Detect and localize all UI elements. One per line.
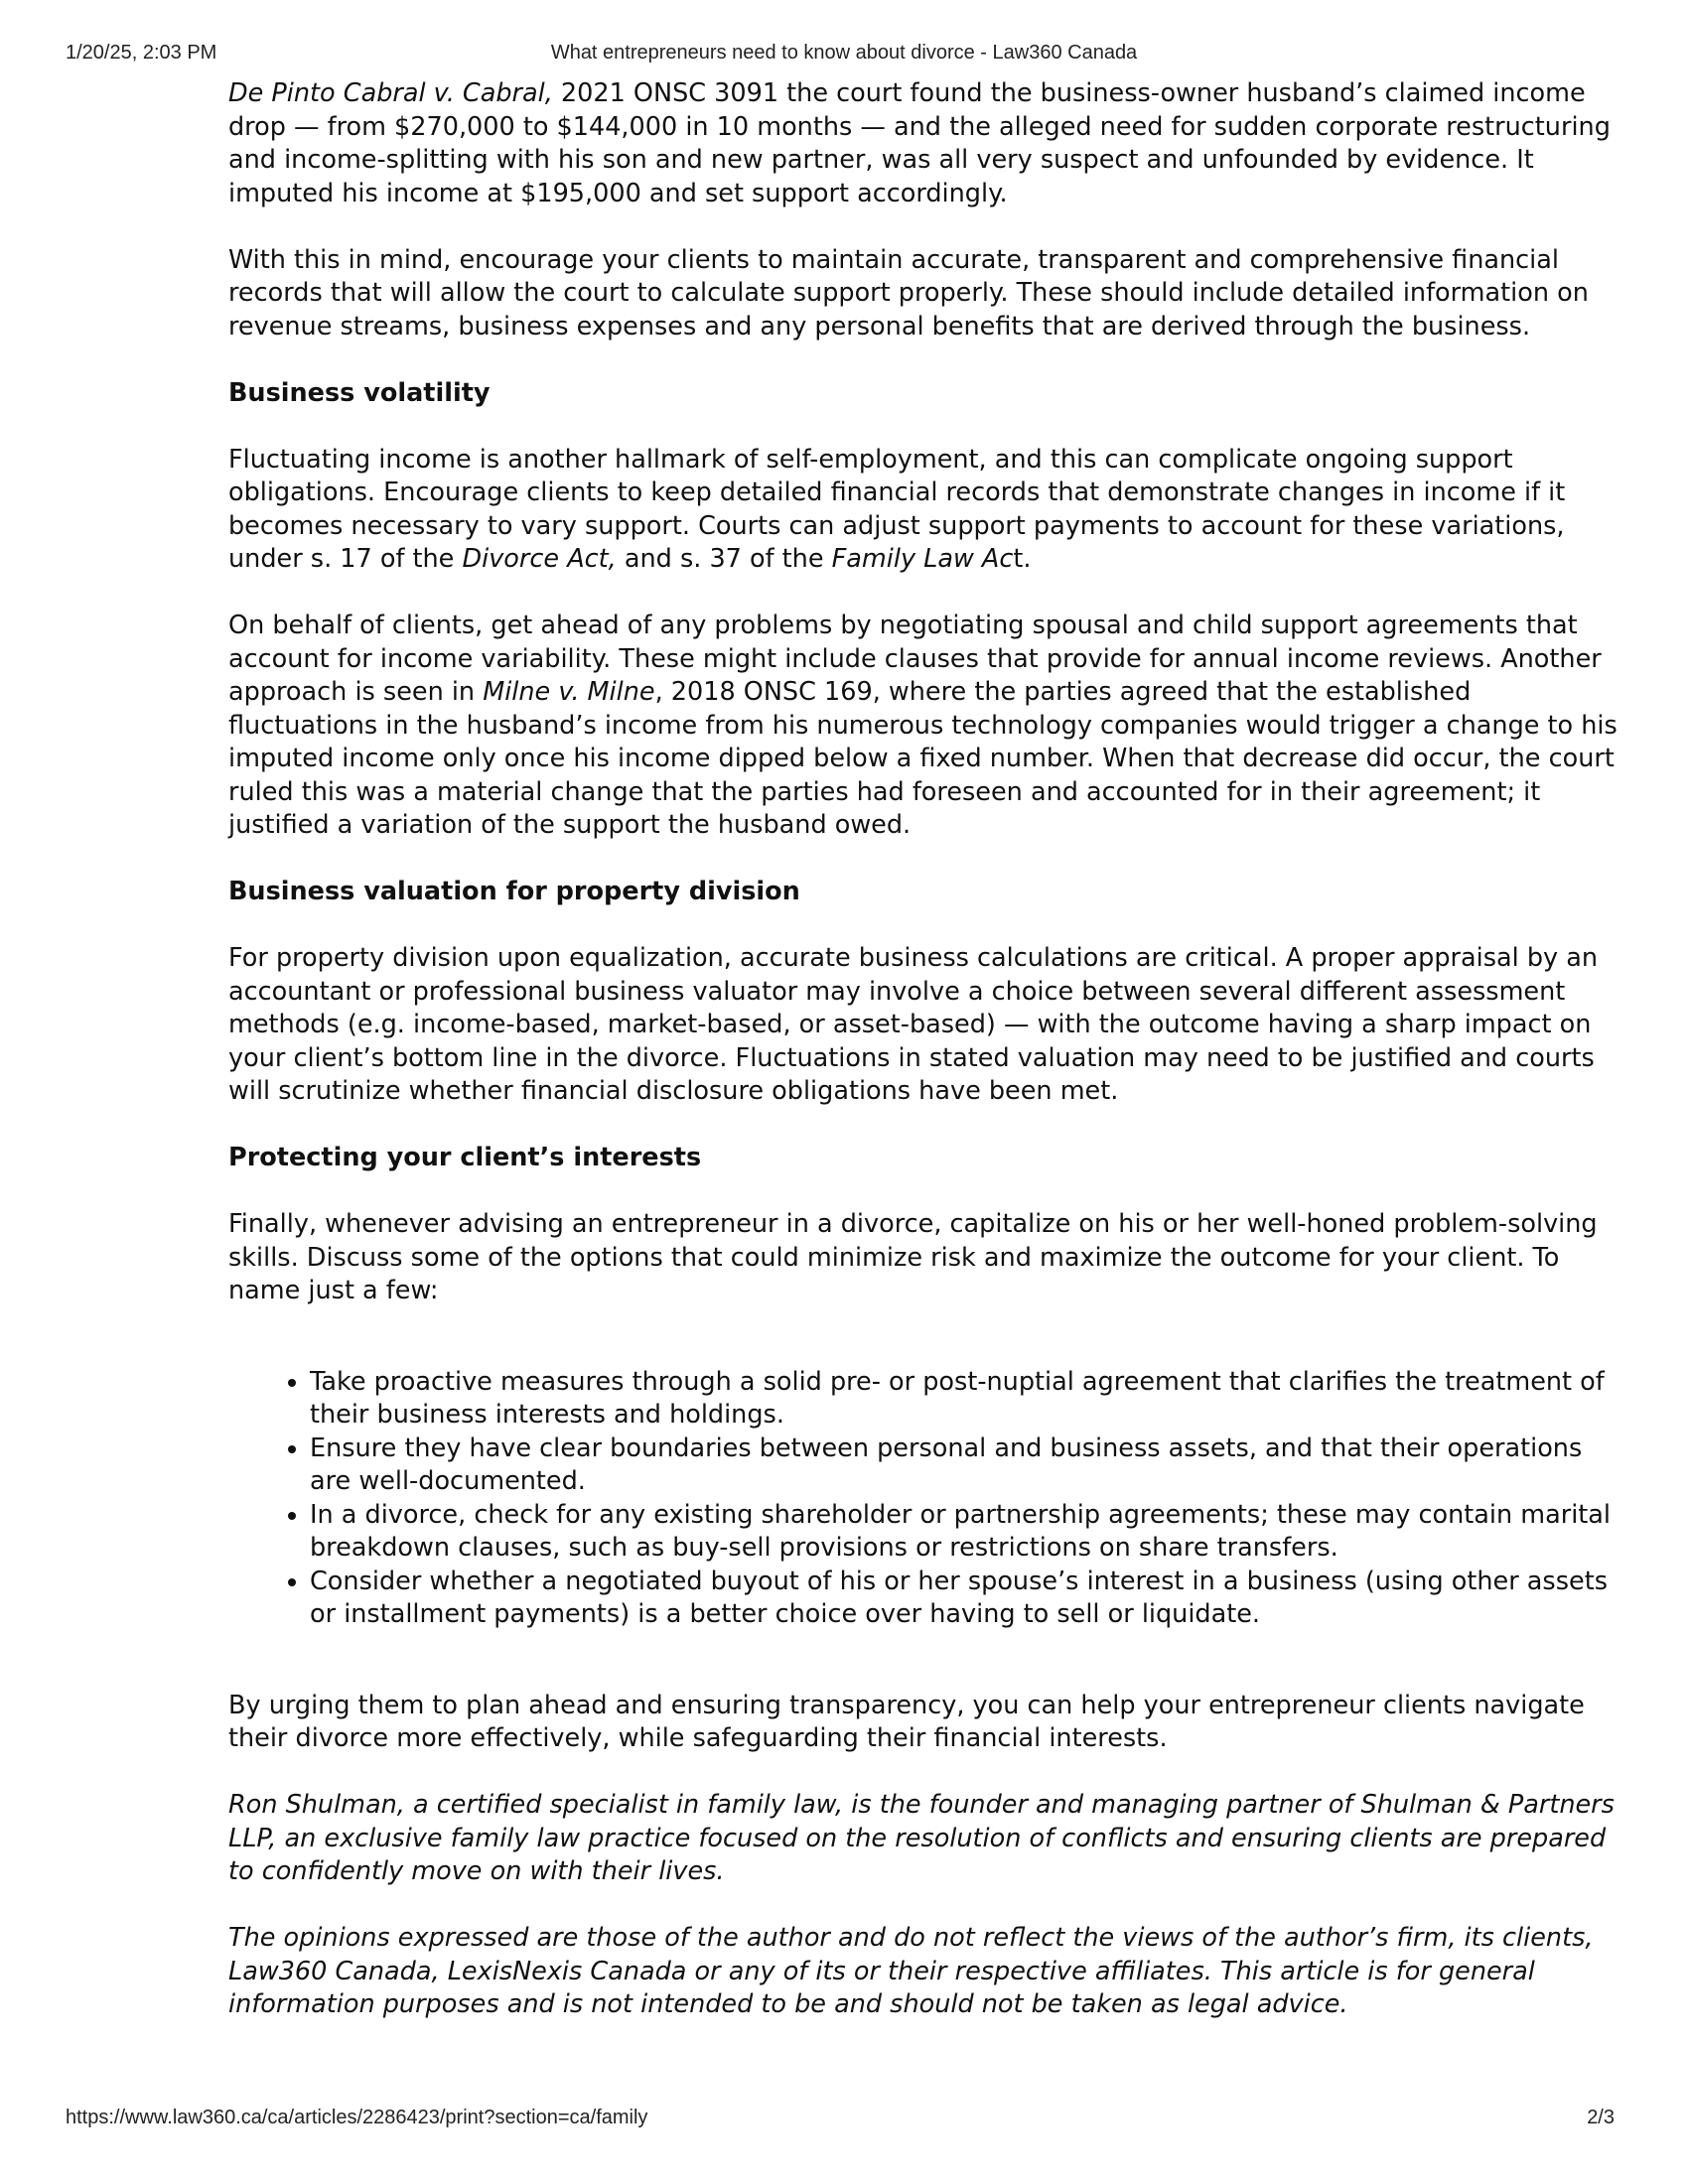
page-number: 2/3 — [1587, 2107, 1615, 2128]
heading-business-valuation: Business valuation for property division — [228, 877, 800, 906]
options-list — [228, 1366, 1623, 1632]
list-item: • Take proactive measures through a solid pre- or post-nuptial agreement that clarifies the treatment of their business interests and holdings. — [310, 1366, 1623, 1433]
list-item: • Ensure they have clear boundaries between personal and business assets, and that their operations are well-documented. — [310, 1433, 1623, 1499]
paragraph-property-division: For property division upon equalization, accurate business calculations are critical. A proper appraisal by an accountant or professional business valuator may involve a choice between several different assessment methods (e.g. income-based, market-based, or asset-based) — with the outcome having a sharp impact on your client’s bottom line in the divorce. Fluctuations in stated valuation may need to be justified and courts will scrutinize whether financial disclosure obligations have been met. — [228, 943, 1599, 1106]
case-name-milne: Milne v. Milne — [483, 677, 655, 707]
print-footer — [0, 2107, 1688, 2136]
paragraph-financial-records: With this in mind, encourage your clients to maintain accurate, transparent and comprehensive financial records that will allow the court to calculate support properly. These should include detailed information on revenue streams, business expenses and any personal benefits that are derived through the business. — [228, 244, 1589, 341]
list-item: • Consider whether a negotiated buyout of his or her spouse’s interest in a business (using other assets or installment payments) is a better choice over having to sell or liquidate. — [310, 1566, 1623, 1632]
family-law-act-citation: Family Law Ac — [831, 544, 1014, 574]
paragraph-cabral-case: De Pinto Cabral v. Cabral, 2021 ONSC 3091 the court found the business-owner husband’s claimed income drop — from $270,000 to $144,000 in 10 months — and the alleged need for sudden corporate restructuring and income-splitting with his son and new partner, was all very suspect and unfounded by evidence. It imputed his income at $195,000 and set support accordingly. — [228, 78, 1611, 208]
case-name-cabral: De Pinto Cabral v. Cabral, — [228, 78, 553, 108]
disclaimer: The opinions expressed are those of the author and do not reflect the views of the author’s firm, its clients, Law360 Canada, LexisNexis Canada or any of its or their respective affiliates. This article is for general information purposes and is not intended to be and should not be taken as legal advice. — [228, 1923, 1594, 2019]
print-header — [0, 42, 1688, 71]
list-item: • In a divorce, check for any existing shareholder or partnership agreements; these may contain marital breakdown clauses, such as buy-sell provisions or restrictions on share transfers. — [310, 1499, 1623, 1566]
paragraph-milne-case: On behalf of clients, get ahead of any problems by negotiating spousal and child support agreements that account for income variability. These might include clauses that provide for annual income reviews. Another approach is seen in Milne v. Milne, 2018 ONSC 169, where the parties agreed that the established fluctuations in the husband’s income from his numerous technology companies would trigger a change to his imputed income only once his income dipped below a fixed number. When that decrease did occur, the court ruled this was a material change that the parties had foreseen and accounted for in their agreement; it justified a variation of the support the husband owed. — [228, 611, 1618, 840]
paragraph-conclusion: By urging them to plan ahead and ensuring transparency, you can help your entrepreneur clients navigate their divorce more effectively, while safeguarding their financial interests. — [228, 1690, 1585, 1753]
paragraph-problem-solving: Finally, whenever advising an entrepreneur in a divorce, capitalize on his or her well-honed problem-solving skills. Discuss some of the options that could minimize risk and maximize the outcome for your client. To name just a few: — [228, 1209, 1598, 1305]
heading-protecting-interests: Protecting your client’s interests — [228, 1143, 702, 1172]
print-page-title: What entrepreneurs need to know about divorce - Law360 Canada — [550, 42, 1138, 64]
print-url: https://www.law360.ca/ca/articles/2286423/print?section=ca/family — [66, 2107, 648, 2128]
heading-business-volatility: Business volatility — [228, 377, 491, 408]
article-notes — [228, 1789, 1623, 2022]
article-body — [228, 77, 1623, 2022]
divorce-act-citation: Divorce Act, — [462, 544, 617, 574]
print-datetime: 1/20/25, 2:03 PM — [66, 42, 217, 64]
author-bio: Ron Shulman, a certified specialist in family law, is the founder and managing partner of Shulman & Partners LLP, an exclusive family law practice focused on the resolution of conflicts and ensuring clients are prepared to confidently move on with their lives. — [228, 1790, 1615, 1886]
paragraph-fluctuating-income: Fluctuating income is another hallmark of self-employment, and this can complicate ongoing support obligations. Encourage clients to keep detailed financial records that demonstrate changes in income if it becomes necessary to vary support. Courts can adjust support payments to account for these variations, under s. 17 of the Divorce Act, and s. 37 of the Family Law Act. — [228, 444, 1566, 574]
